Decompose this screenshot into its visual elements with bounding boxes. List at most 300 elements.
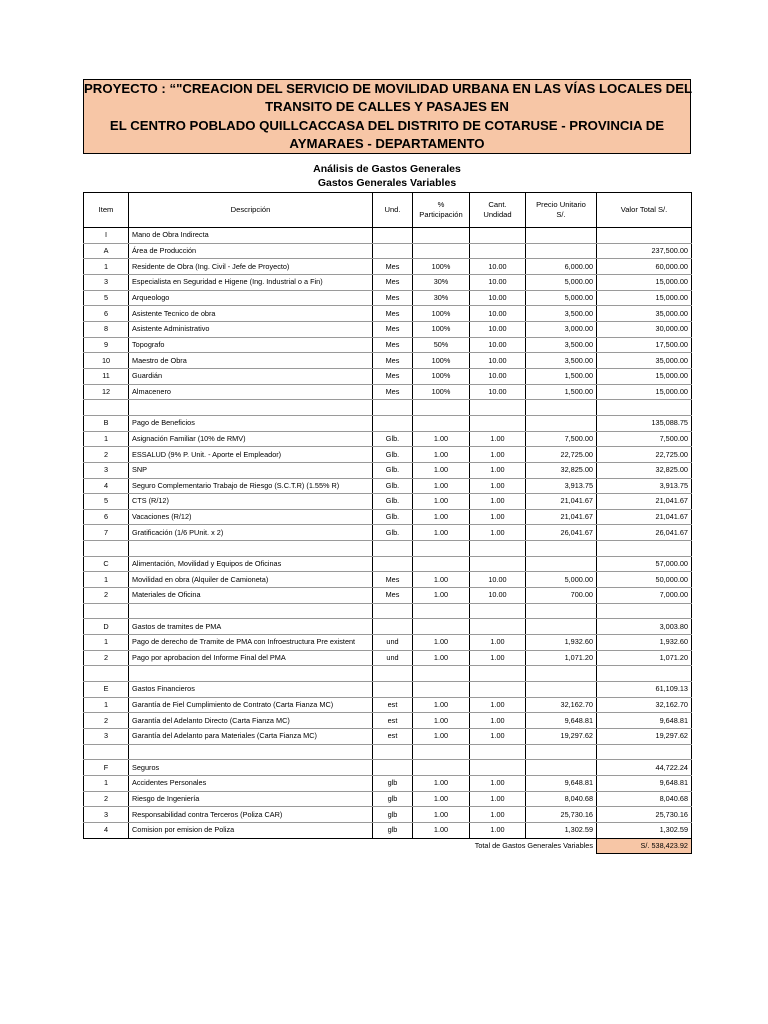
- cell-participation: [413, 666, 470, 682]
- cell-description: Pago de Beneficios: [129, 415, 373, 431]
- cell-unit: Glb.: [373, 447, 413, 463]
- cell-participation: 100%: [413, 384, 470, 400]
- cell-total-value: 26,041.67: [597, 525, 692, 541]
- cell-unit-price: 5,000.00: [526, 274, 597, 290]
- cell-unit: [373, 400, 413, 416]
- cell-unit: Glb.: [373, 494, 413, 510]
- cell-total-value: 1,071.20: [597, 650, 692, 666]
- cell-unit-price: 1,071.20: [526, 650, 597, 666]
- cell-participation: 30%: [413, 290, 470, 306]
- cell-description: Guardián: [129, 368, 373, 384]
- cell-unit: [373, 760, 413, 776]
- cell-unit-price: 1,500.00: [526, 384, 597, 400]
- cell-total-value: 44,722.24: [597, 760, 692, 776]
- table-row: [84, 588, 692, 604]
- cell-participation: 1.00: [413, 729, 470, 745]
- cell-quantity: 1.00: [470, 713, 526, 729]
- cell-unit: glb: [373, 822, 413, 838]
- table-row: [84, 682, 692, 698]
- cell-quantity: [470, 619, 526, 635]
- cell-participation: [413, 415, 470, 431]
- cell-total-value: 135,088.75: [597, 415, 692, 431]
- cell-quantity: 10.00: [470, 384, 526, 400]
- cell-participation: [413, 744, 470, 760]
- table-row: [84, 509, 692, 525]
- cell-description: Riesgo de Ingeniería: [129, 791, 373, 807]
- table-row: [84, 431, 692, 447]
- cell-total-value: 8,040.68: [597, 791, 692, 807]
- header-description: Descripción: [129, 193, 373, 228]
- cell-unit-price: [526, 744, 597, 760]
- cell-total-value: 22,725.00: [597, 447, 692, 463]
- cell-unit-price: 3,913.75: [526, 478, 597, 494]
- cell-unit-price: [526, 619, 597, 635]
- cell-item: 1: [84, 572, 129, 588]
- cell-total-value: 1,932.60: [597, 635, 692, 651]
- cell-item: F: [84, 760, 129, 776]
- cell-participation: [413, 243, 470, 259]
- cell-description: Gastos Financieros: [129, 682, 373, 698]
- cell-participation: [413, 556, 470, 572]
- project-title-line-2: TRANSITO DE CALLES Y PASAJES EN: [265, 99, 509, 115]
- cell-item: 3: [84, 274, 129, 290]
- cell-participation: 1.00: [413, 775, 470, 791]
- cell-description: Materiales de Oficina: [129, 588, 373, 604]
- cell-item: D: [84, 619, 129, 635]
- project-title-box: [83, 79, 691, 154]
- cell-participation: 100%: [413, 368, 470, 384]
- table-row: [84, 572, 692, 588]
- cell-quantity: [470, 744, 526, 760]
- cell-quantity: 10.00: [470, 588, 526, 604]
- cell-unit-price: [526, 415, 597, 431]
- cell-participation: 1.00: [413, 525, 470, 541]
- cell-quantity: [470, 228, 526, 244]
- cell-total-value: 35,000.00: [597, 353, 692, 369]
- project-title-line-4: AYMARAES - DEPARTAMENTO: [289, 136, 485, 152]
- cell-description: [129, 541, 373, 557]
- cell-unit: est: [373, 697, 413, 713]
- cell-unit: [373, 243, 413, 259]
- cell-unit-price: 26,041.67: [526, 525, 597, 541]
- table-row: [84, 697, 692, 713]
- table-row: [84, 650, 692, 666]
- cell-unit: [373, 415, 413, 431]
- cell-item: [84, 603, 129, 619]
- cell-unit: [373, 682, 413, 698]
- cell-unit-price: [526, 228, 597, 244]
- cell-item: 3: [84, 729, 129, 745]
- cell-participation: 1.00: [413, 494, 470, 510]
- cell-quantity: 10.00: [470, 274, 526, 290]
- project-title-line-3: EL CENTRO POBLADO QUILLCACCASA DEL DISTRITO DE COTARUSE - PROVINCIA DE: [109, 117, 665, 133]
- cell-total-value: 15,000.00: [597, 274, 692, 290]
- cell-unit-price: [526, 760, 597, 776]
- cell-quantity: [470, 541, 526, 557]
- cell-unit: Mes: [373, 572, 413, 588]
- cell-unit-price: 7,500.00: [526, 431, 597, 447]
- cell-quantity: 1.00: [470, 462, 526, 478]
- cell-unit: und: [373, 650, 413, 666]
- project-title-line-1: PROYECTO : “"CREACION DEL SERVICIO DE MOVILIDAD URBANA EN LAS VÍAS LOCALES DEL: [84, 81, 693, 96]
- cell-quantity: 10.00: [470, 259, 526, 275]
- table-row: [84, 619, 692, 635]
- header-unit-price: Precio Unitario S/.: [526, 193, 597, 228]
- cell-description: Accidentes Personales: [129, 775, 373, 791]
- cell-unit-price: [526, 400, 597, 416]
- cell-item: I: [84, 228, 129, 244]
- table-row: [84, 228, 692, 244]
- table-row: [84, 321, 692, 337]
- cell-participation: 1.00: [413, 478, 470, 494]
- cell-unit: glb: [373, 775, 413, 791]
- table-row: [84, 290, 692, 306]
- cell-unit-price: 3,500.00: [526, 353, 597, 369]
- cell-item: 1: [84, 775, 129, 791]
- table-row: [84, 775, 692, 791]
- cell-total-value: 32,825.00: [597, 462, 692, 478]
- cell-total-value: 19,297.62: [597, 729, 692, 745]
- cell-unit: glb: [373, 791, 413, 807]
- cell-participation: 1.00: [413, 822, 470, 838]
- cell-item: 10: [84, 353, 129, 369]
- cell-unit-price: [526, 666, 597, 682]
- cell-participation: [413, 603, 470, 619]
- header-quantity: Cant. Undidad: [470, 193, 526, 228]
- cell-item: 12: [84, 384, 129, 400]
- cell-unit-price: 9,648.81: [526, 775, 597, 791]
- cell-description: Gratificación (1/6 PUnit. x 2): [129, 525, 373, 541]
- cell-item: 1: [84, 431, 129, 447]
- cell-description: Alimentación, Movilidad y Equipos de Oficinas: [129, 556, 373, 572]
- cell-participation: 1.00: [413, 462, 470, 478]
- cell-description: Almacenero: [129, 384, 373, 400]
- cell-unit-price: [526, 682, 597, 698]
- cell-unit: [373, 619, 413, 635]
- cell-unit: est: [373, 713, 413, 729]
- cell-quantity: [470, 400, 526, 416]
- total-row: [84, 838, 692, 854]
- cell-unit: [373, 603, 413, 619]
- cell-total-value: [597, 744, 692, 760]
- subtitles: [83, 162, 691, 190]
- cell-item: 2: [84, 650, 129, 666]
- cell-item: 5: [84, 494, 129, 510]
- cell-unit: Mes: [373, 337, 413, 353]
- cell-quantity: 1.00: [470, 775, 526, 791]
- cell-unit: glb: [373, 807, 413, 823]
- cell-participation: 1.00: [413, 807, 470, 823]
- cell-description: Topografo: [129, 337, 373, 353]
- cell-total-value: 3,003.80: [597, 619, 692, 635]
- cell-unit-price: 1,500.00: [526, 368, 597, 384]
- cell-item: [84, 666, 129, 682]
- cell-total-value: [597, 666, 692, 682]
- cell-total-value: 17,500.00: [597, 337, 692, 353]
- cell-item: A: [84, 243, 129, 259]
- cell-unit: Mes: [373, 321, 413, 337]
- cell-quantity: 1.00: [470, 729, 526, 745]
- cell-quantity: 1.00: [470, 478, 526, 494]
- table-row: [84, 666, 692, 682]
- table-row: [84, 603, 692, 619]
- cell-item: C: [84, 556, 129, 572]
- cell-total-value: [597, 228, 692, 244]
- cell-quantity: 1.00: [470, 807, 526, 823]
- cell-description: Residente de Obra (Ing. Civil - Jefe de Proyecto): [129, 259, 373, 275]
- cell-total-value: 15,000.00: [597, 384, 692, 400]
- cell-unit-price: 19,297.62: [526, 729, 597, 745]
- cell-unit: Glb.: [373, 509, 413, 525]
- table-row: [84, 368, 692, 384]
- cell-participation: [413, 228, 470, 244]
- cell-item: 2: [84, 713, 129, 729]
- cell-unit-price: [526, 243, 597, 259]
- cell-unit-price: [526, 603, 597, 619]
- cell-quantity: 1.00: [470, 822, 526, 838]
- table-row: [84, 807, 692, 823]
- cell-unit-price: 1,302.59: [526, 822, 597, 838]
- cell-unit-price: 5,000.00: [526, 572, 597, 588]
- cell-unit: Mes: [373, 290, 413, 306]
- cell-unit-price: 32,162.70: [526, 697, 597, 713]
- cell-item: 8: [84, 321, 129, 337]
- cell-total-value: 21,041.67: [597, 509, 692, 525]
- table-row: [84, 384, 692, 400]
- cell-description: [129, 666, 373, 682]
- cell-total-value: 35,000.00: [597, 306, 692, 322]
- cell-item: 2: [84, 588, 129, 604]
- cell-unit-price: 3,500.00: [526, 337, 597, 353]
- total-value: S/. 538,423.92: [597, 838, 692, 854]
- cell-unit: und: [373, 635, 413, 651]
- cell-participation: 50%: [413, 337, 470, 353]
- cell-unit-price: 25,730.16: [526, 807, 597, 823]
- table-row: [84, 415, 692, 431]
- cell-quantity: 1.00: [470, 509, 526, 525]
- cell-participation: [413, 760, 470, 776]
- cell-total-value: 30,000.00: [597, 321, 692, 337]
- cell-unit: [373, 541, 413, 557]
- cell-item: 5: [84, 290, 129, 306]
- cell-total-value: 7,000.00: [597, 588, 692, 604]
- cell-unit: Mes: [373, 259, 413, 275]
- table-row: [84, 525, 692, 541]
- cell-participation: 1.00: [413, 588, 470, 604]
- cell-description: [129, 400, 373, 416]
- cell-participation: [413, 541, 470, 557]
- cell-item: 1: [84, 697, 129, 713]
- cell-unit-price: 5,000.00: [526, 290, 597, 306]
- table-row: [84, 713, 692, 729]
- cell-description: Comision por emision de Poliza: [129, 822, 373, 838]
- cell-unit-price: [526, 541, 597, 557]
- table-row: [84, 541, 692, 557]
- cell-total-value: 21,041.67: [597, 494, 692, 510]
- cell-participation: [413, 682, 470, 698]
- cell-quantity: [470, 666, 526, 682]
- cell-total-value: 15,000.00: [597, 290, 692, 306]
- table-row: [84, 556, 692, 572]
- cell-participation: 1.00: [413, 447, 470, 463]
- table-row: [84, 243, 692, 259]
- cell-item: 1: [84, 635, 129, 651]
- header-unit: Und.: [373, 193, 413, 228]
- total-label: Total de Gastos Generales Variables: [474, 841, 593, 851]
- cell-participation: 1.00: [413, 431, 470, 447]
- cell-unit: Mes: [373, 368, 413, 384]
- cell-description: Seguros: [129, 760, 373, 776]
- cell-quantity: [470, 603, 526, 619]
- cell-total-value: [597, 400, 692, 416]
- table-row: [84, 259, 692, 275]
- cell-description: Asignación Familiar (10% de RMV): [129, 431, 373, 447]
- cell-description: Garantía de Fiel Cumplimiento de Contrato (Carta Fianza MC): [129, 697, 373, 713]
- cell-total-value: 57,000.00: [597, 556, 692, 572]
- cell-unit: [373, 744, 413, 760]
- cell-description: Garantía del Adelanto Directo (Carta Fianza MC): [129, 713, 373, 729]
- cell-quantity: 1.00: [470, 494, 526, 510]
- table-row: [84, 791, 692, 807]
- cell-quantity: [470, 556, 526, 572]
- cell-quantity: 1.00: [470, 635, 526, 651]
- cell-quantity: 10.00: [470, 572, 526, 588]
- cell-item: 2: [84, 447, 129, 463]
- cell-description: Especialista en Seguridad e Higene (Ing. Industrial o a Fin): [129, 274, 373, 290]
- cell-unit-price: 21,041.67: [526, 509, 597, 525]
- table-row: [84, 494, 692, 510]
- cell-quantity: 10.00: [470, 368, 526, 384]
- cell-unit: Glb.: [373, 462, 413, 478]
- cell-quantity: [470, 760, 526, 776]
- cell-description: [129, 744, 373, 760]
- cell-unit-price: 700.00: [526, 588, 597, 604]
- table-row: [84, 462, 692, 478]
- analysis-subtitle: Análisis de Gastos Generales: [313, 163, 461, 175]
- table-row: [84, 337, 692, 353]
- cell-participation: 100%: [413, 353, 470, 369]
- table-row: [84, 635, 692, 651]
- cell-total-value: 9,648.81: [597, 775, 692, 791]
- cell-item: 1: [84, 259, 129, 275]
- header-item: Item: [84, 193, 129, 228]
- cell-unit: Glb.: [373, 431, 413, 447]
- cell-total-value: [597, 541, 692, 557]
- cell-participation: [413, 400, 470, 416]
- cell-description: Área de Producción: [129, 243, 373, 259]
- cell-item: B: [84, 415, 129, 431]
- cell-participation: 1.00: [413, 509, 470, 525]
- cell-description: Vacaciones (R/12): [129, 509, 373, 525]
- cell-description: ESSALUD (9% P. Unit. - Aporte el Empleador): [129, 447, 373, 463]
- cell-participation: 30%: [413, 274, 470, 290]
- cell-participation: 1.00: [413, 572, 470, 588]
- costs-table: [83, 192, 692, 854]
- cell-item: 4: [84, 478, 129, 494]
- cell-item: 4: [84, 822, 129, 838]
- cell-quantity: 1.00: [470, 431, 526, 447]
- table-row: [84, 729, 692, 745]
- cell-description: Garantía del Adelanto para Materiales (Carta Fianza MC): [129, 729, 373, 745]
- cell-total-value: 7,500.00: [597, 431, 692, 447]
- cell-description: Movilidad en obra (Alquiler de Camioneta): [129, 572, 373, 588]
- cell-item: 3: [84, 462, 129, 478]
- cell-unit: Mes: [373, 306, 413, 322]
- variable-costs-subtitle: Gastos Generales Variables: [317, 177, 457, 189]
- header-total-value: Valor Total S/.: [597, 193, 692, 228]
- cell-participation: 1.00: [413, 791, 470, 807]
- table-row: [84, 400, 692, 416]
- cell-unit-price: 8,040.68: [526, 791, 597, 807]
- cell-total-value: 32,162.70: [597, 697, 692, 713]
- cell-item: 3: [84, 807, 129, 823]
- cell-quantity: 1.00: [470, 447, 526, 463]
- cell-quantity: [470, 682, 526, 698]
- cell-quantity: 10.00: [470, 306, 526, 322]
- cell-description: Arqueologo: [129, 290, 373, 306]
- cell-unit-price: 32,825.00: [526, 462, 597, 478]
- cell-description: Asistente Administrativo: [129, 321, 373, 337]
- cell-quantity: [470, 415, 526, 431]
- cell-item: 6: [84, 509, 129, 525]
- cell-description: Mano de Obra Indirecta: [129, 228, 373, 244]
- cell-description: Seguro Complementario Trabajo de Riesgo (S.C.T.R) (1.55% R): [129, 478, 373, 494]
- cell-unit-price: 3,000.00: [526, 321, 597, 337]
- table-body: [84, 228, 692, 839]
- cell-unit-price: 9,648.81: [526, 713, 597, 729]
- cell-unit: Glb.: [373, 525, 413, 541]
- cell-unit-price: 22,725.00: [526, 447, 597, 463]
- table-row: [84, 306, 692, 322]
- table-row: [84, 353, 692, 369]
- cell-total-value: [597, 603, 692, 619]
- cell-unit: est: [373, 729, 413, 745]
- cell-total-value: 61,109.13: [597, 682, 692, 698]
- cell-quantity: 10.00: [470, 337, 526, 353]
- cell-item: 7: [84, 525, 129, 541]
- cell-participation: 100%: [413, 259, 470, 275]
- cell-participation: 1.00: [413, 635, 470, 651]
- cell-participation: 1.00: [413, 697, 470, 713]
- cell-participation: 1.00: [413, 650, 470, 666]
- cell-quantity: 1.00: [470, 791, 526, 807]
- cell-description: CTS (R/12): [129, 494, 373, 510]
- cell-unit: Mes: [373, 274, 413, 290]
- cell-unit: Glb.: [373, 478, 413, 494]
- cell-description: Pago de derecho de Tramite de PMA con Infroestructura Pre existent: [129, 635, 373, 651]
- cell-item: E: [84, 682, 129, 698]
- header-participation: % Participación: [413, 193, 470, 228]
- cell-total-value: 1,302.59: [597, 822, 692, 838]
- cell-total-value: 25,730.16: [597, 807, 692, 823]
- table-header-row: [84, 193, 692, 228]
- table-row: [84, 478, 692, 494]
- cell-total-value: 60,000.00: [597, 259, 692, 275]
- cell-total-value: 50,000.00: [597, 572, 692, 588]
- cell-total-value: 237,500.00: [597, 243, 692, 259]
- cell-participation: 1.00: [413, 713, 470, 729]
- cell-unit: Mes: [373, 353, 413, 369]
- cell-item: [84, 744, 129, 760]
- cell-unit: [373, 556, 413, 572]
- cell-total-value: 9,648.81: [597, 713, 692, 729]
- cell-item: 2: [84, 791, 129, 807]
- cell-item: 9: [84, 337, 129, 353]
- cell-participation: 100%: [413, 306, 470, 322]
- cell-unit-price: 3,500.00: [526, 306, 597, 322]
- cell-unit-price: 21,041.67: [526, 494, 597, 510]
- table-row: [84, 744, 692, 760]
